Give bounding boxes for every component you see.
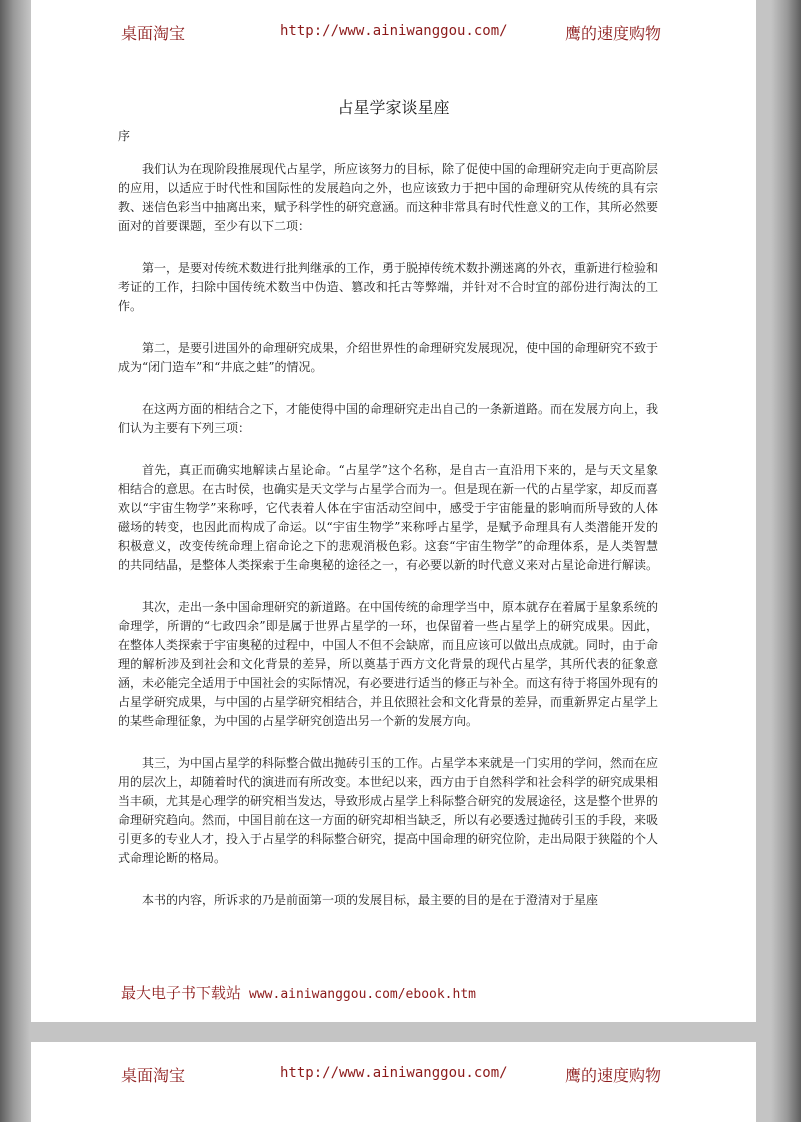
footer-ebook-link[interactable]: www.ainiwanggou.com/ebook.htm bbox=[249, 987, 476, 1002]
footer-site-name: 最大电子书下载站 bbox=[121, 984, 242, 1002]
paragraph: 第一，是要对传统术数进行批判继承的工作，勇于脱掉传统术数扑溯迷离的外衣，重新进行检验和考证的工作，扫除中国传统术数当中伪造、篡改和托古等弊端，并针对不合时宜的部份进行淘汰的工作。 bbox=[118, 261, 659, 313]
document-title: 占星学家谈星座 bbox=[337, 98, 450, 117]
section-heading: 序 bbox=[118, 129, 131, 143]
header-slogan: 鹰的速度购物 bbox=[565, 24, 662, 43]
paragraph: 其三，为中国占星学的科际整合做出抛砖引玉的工作。占星学本来就是一门实用的学问，然而在应用的层次上，却随着时代的演进而有所改变。本世纪以来，西方由于自然科学和社会科学的研究成果相当丰硕，尤其是心理学的研究相当发达，导致形成占星学上科际整合研究的发展途径，这是整个世界的命理研究趋向。然而，中国目前在这一方面的研究却相当缺乏，所以有必要透过抛砖引玉的手段，来吸引更多的专业人才，投入于占星学的科际整合研究，提高中国命理的研究位阶，走出局限于狭隘的个人式命理论断的格局。 bbox=[118, 756, 659, 865]
header-slogan: 鹰的速度购物 bbox=[565, 1066, 662, 1085]
paragraph: 其次，走出一条中国命理研究的新道路。在中国传统的命理学当中，原本就存在着属于星象系统的命理学，所谓的“七政四余”即是属于世界占星学的一环，也保留着一些占星学上的研究成果。因此，在整体人类探索于宇宙奥秘的过程中，中国人不但不会缺席，而且应该可以做出点成就。同时，由于命理的解析涉及到社会和文化背景的差异，所以奠基于西方文化背景的现代占星学，其所代表的征象意涵，未必能完全适用于中国社会的实际情况，有必要进行适当的修正与补全。而这有待于将国外现有的占星学研究成果，与中国的占星学研究相结合，并且依照社会和文化背景的差异，而重新界定占星学上的某些命理征象，为中国的占星学研究创造出另一个新的发展方向。 bbox=[118, 600, 659, 728]
page-footer bbox=[121, 982, 476, 1003]
paragraph: 本书的内容，所诉求的乃是前面第一项的发展目标，最主要的目的是在于澄清对于星座 bbox=[142, 893, 599, 907]
header-url-link[interactable]: http://www.ainiwanggou.com/ bbox=[280, 23, 508, 39]
paragraph: 在这两方面的相结合之下，才能使得中国的命理研究走出自己的一条新道路。而在发展方向上，我们认为主要有下列三项： bbox=[118, 402, 659, 435]
paragraph: 首先，真正而确实地解读占星论命。“占星学”这个名称，是自古一直沿用下来的，是与天文星象相结合的意思。在古时侯，也确实是天文学与占星学合而为一。但是现在新一代的占星学家，却反而喜欢以“宇宙生物学”来称呼，它代表着人体在宇宙活动空间中，感受于宇宙能量的影响而所导致的人体磁场的转变，也因此而构成了命运。以“宇宙生物学”来称呼占星学，是赋予命理具有人类潜能开发的积极意义，改变传统命理上宿命论之下的悲观消极色彩。这套“宇宙生物学”的命理体系，是人类智慧的共同结晶，是整体人类探索于生命奥秘的途径之一，有必要以新的时代意义来对占星论命进行解读。 bbox=[118, 463, 659, 572]
header-store-name: 桌面淘宝 bbox=[121, 1066, 186, 1085]
document-body bbox=[118, 160, 658, 933]
header-url-link[interactable]: http://www.ainiwanggou.com/ bbox=[280, 1065, 508, 1081]
paragraph: 我们认为在现阶段推展现代占星学，所应该努力的目标，除了促使中国的命理研究走向于更高阶层的应用，以适应于时代性和国际性的发展趋向之外，也应该致力于把中国的命理研究从传统的具有宗教、迷信色彩当中抽离出来，赋予科学性的研究意涵。而这种非常具有时代性意义的工作，其所必然要面对的首要课题，至少有以下二项： bbox=[118, 162, 659, 233]
header-store-name: 桌面淘宝 bbox=[121, 24, 186, 43]
document-page bbox=[31, 0, 756, 1022]
paragraph: 第二，是要引进国外的命理研究成果，介绍世界性的命理研究发展现况，使中国的命理研究不致于成为“闭门造车”和“井底之蛙”的情况。 bbox=[118, 341, 659, 374]
next-document-page bbox=[31, 1042, 756, 1122]
